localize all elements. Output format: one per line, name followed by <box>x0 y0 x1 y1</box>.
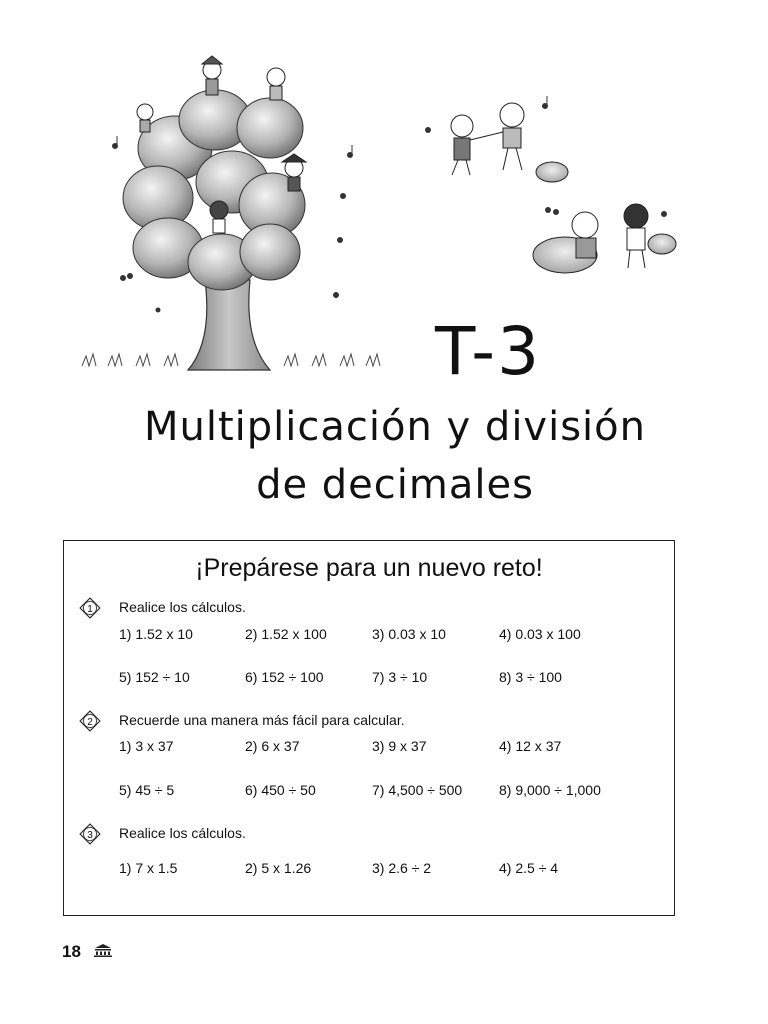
exercise-item: 4) 2.5 ÷ 4 <box>499 860 559 876</box>
exercise-item: 2) 5 x 1.26 <box>245 860 312 876</box>
exercise-item: 1) 1.52 x 10 <box>119 626 193 642</box>
unit-code: T-3 <box>435 313 542 390</box>
section-number: 1 <box>87 604 93 615</box>
diamond-number-badge-icon <box>79 597 101 619</box>
dancing-children <box>451 103 568 182</box>
diamond-number-badge-icon <box>79 710 101 732</box>
exercise-item: 2) 6 x 37 <box>245 738 300 754</box>
section-instruction: Realice los cálculos. <box>119 825 246 841</box>
section-instruction: Realice los cálculos. <box>119 599 246 615</box>
exercise-item: 1) 3 x 37 <box>119 738 174 754</box>
exercise-item: 8) 3 ÷ 100 <box>499 669 562 685</box>
exercise-item: 4) 12 x 37 <box>499 738 562 754</box>
unit-title-line1: Multiplicación y división <box>144 404 646 450</box>
section-number: 3 <box>87 830 93 841</box>
exercise-row <box>64 781 674 801</box>
exercise-item: 3) 0.03 x 10 <box>372 626 446 642</box>
diamond-number-badge-icon <box>79 823 101 845</box>
cover-illustration <box>0 0 768 400</box>
section-instruction: Recuerde una manera más fácil para calcular. <box>119 712 405 728</box>
exercise-box <box>63 540 675 916</box>
unit-title-line2: de decimales <box>256 462 534 508</box>
exercise-item: 5) 45 ÷ 5 <box>119 782 175 798</box>
exercise-row <box>64 737 674 757</box>
exercise-item: 5) 152 ÷ 10 <box>119 669 190 685</box>
exercise-item: 6) 152 ÷ 100 <box>245 669 324 685</box>
exercise-item: 7) 3 ÷ 10 <box>372 669 428 685</box>
exercise-item: 3) 9 x 37 <box>372 738 427 754</box>
exercise-row <box>64 859 674 879</box>
exercise-item: 6) 450 ÷ 50 <box>245 782 316 798</box>
exercise-row <box>64 625 674 645</box>
unit-title <box>60 398 730 514</box>
box-title: ¡Prepárese para un nuevo reto! <box>195 554 543 582</box>
page-footer <box>62 940 113 964</box>
exercise-item: 4) 0.03 x 100 <box>499 626 581 642</box>
school-building-icon <box>93 943 113 962</box>
page-number: 18 <box>62 942 81 961</box>
exercise-item: 7) 4,500 ÷ 500 <box>372 782 463 798</box>
exercise-item: 3) 2.6 ÷ 2 <box>372 860 432 876</box>
exercise-item: 1) 7 x 1.5 <box>119 860 178 876</box>
exercise-item: 8) 9,000 ÷ 1,000 <box>499 782 601 798</box>
exercise-item: 2) 1.52 x 100 <box>245 626 327 642</box>
exercise-row <box>64 668 674 688</box>
section-number: 2 <box>87 717 93 728</box>
